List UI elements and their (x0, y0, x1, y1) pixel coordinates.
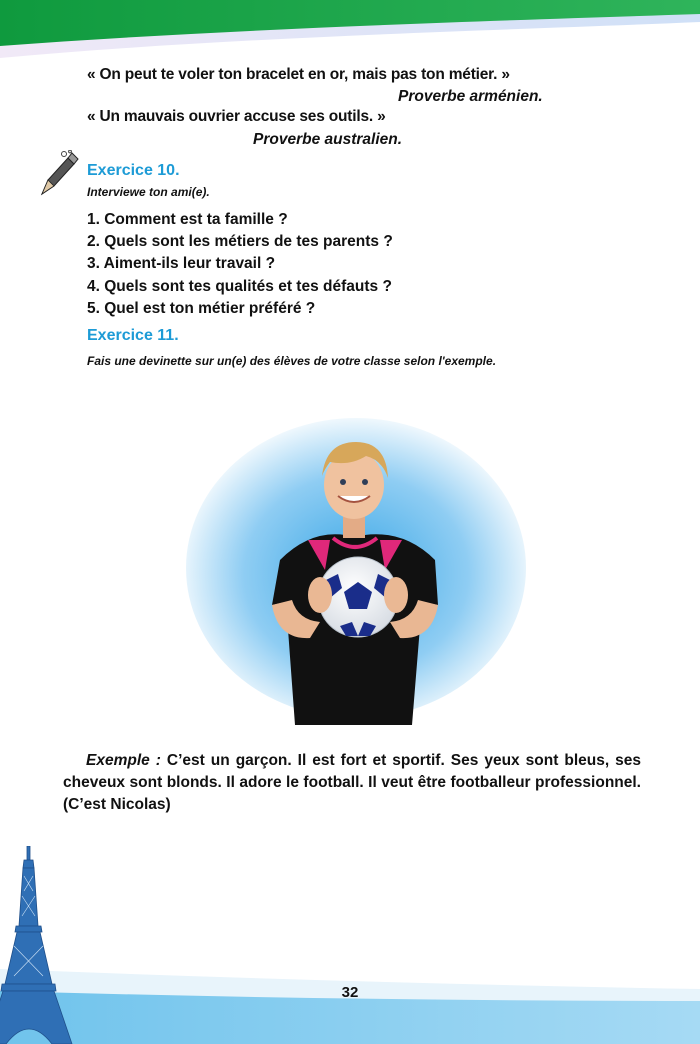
top-decorative-band (0, 0, 700, 70)
example-paragraph (63, 750, 641, 816)
question-item: 5. Quel est ton métier préféré ? (87, 299, 316, 317)
question-item: 4. Quels sont tes qualités et tes défauts ? (87, 277, 392, 295)
question-item: 2. Quels sont les métiers de tes parents ? (87, 233, 393, 251)
example-text: C’est un garçon. Il est fort et sportif. Ses yeux sont bleus, ses cheveux sont blonds. Il adore le football. Il veut être footballeur professionnel. (C’est Nicolas) (63, 752, 641, 813)
example-label: Exemple : (86, 752, 161, 769)
quote-1-text: « On peut te voler ton bracelet en or, mais pas ton métier. » (87, 66, 510, 83)
page-number: 32 (341, 984, 359, 1001)
boy-with-football-photo (160, 390, 546, 725)
exercise-10-title: Exercice 10. (87, 162, 180, 179)
question-item: 3. Aiment-ils leur travail ? (87, 255, 276, 273)
exercise-11-title: Exercice 11. (87, 327, 179, 344)
exercise-10-questions (87, 209, 393, 320)
quote-2-source: Proverbe australien. (253, 131, 403, 148)
quote-1-source: Proverbe arménien. (398, 88, 543, 105)
exercise-11-instruction: Fais une devinette sur un(e) des élèves de votre classe selon l'exemple. (87, 354, 497, 368)
question-item: 1. Comment est ta famille ? (87, 211, 288, 228)
exercise-10-instruction: Interviewe ton ami(e). (87, 185, 210, 199)
quote-2-text: « Un mauvais ouvrier accuse ses outils. » (87, 108, 386, 125)
eiffel-tower-icon (0, 846, 90, 1044)
pen-icon (38, 150, 80, 196)
